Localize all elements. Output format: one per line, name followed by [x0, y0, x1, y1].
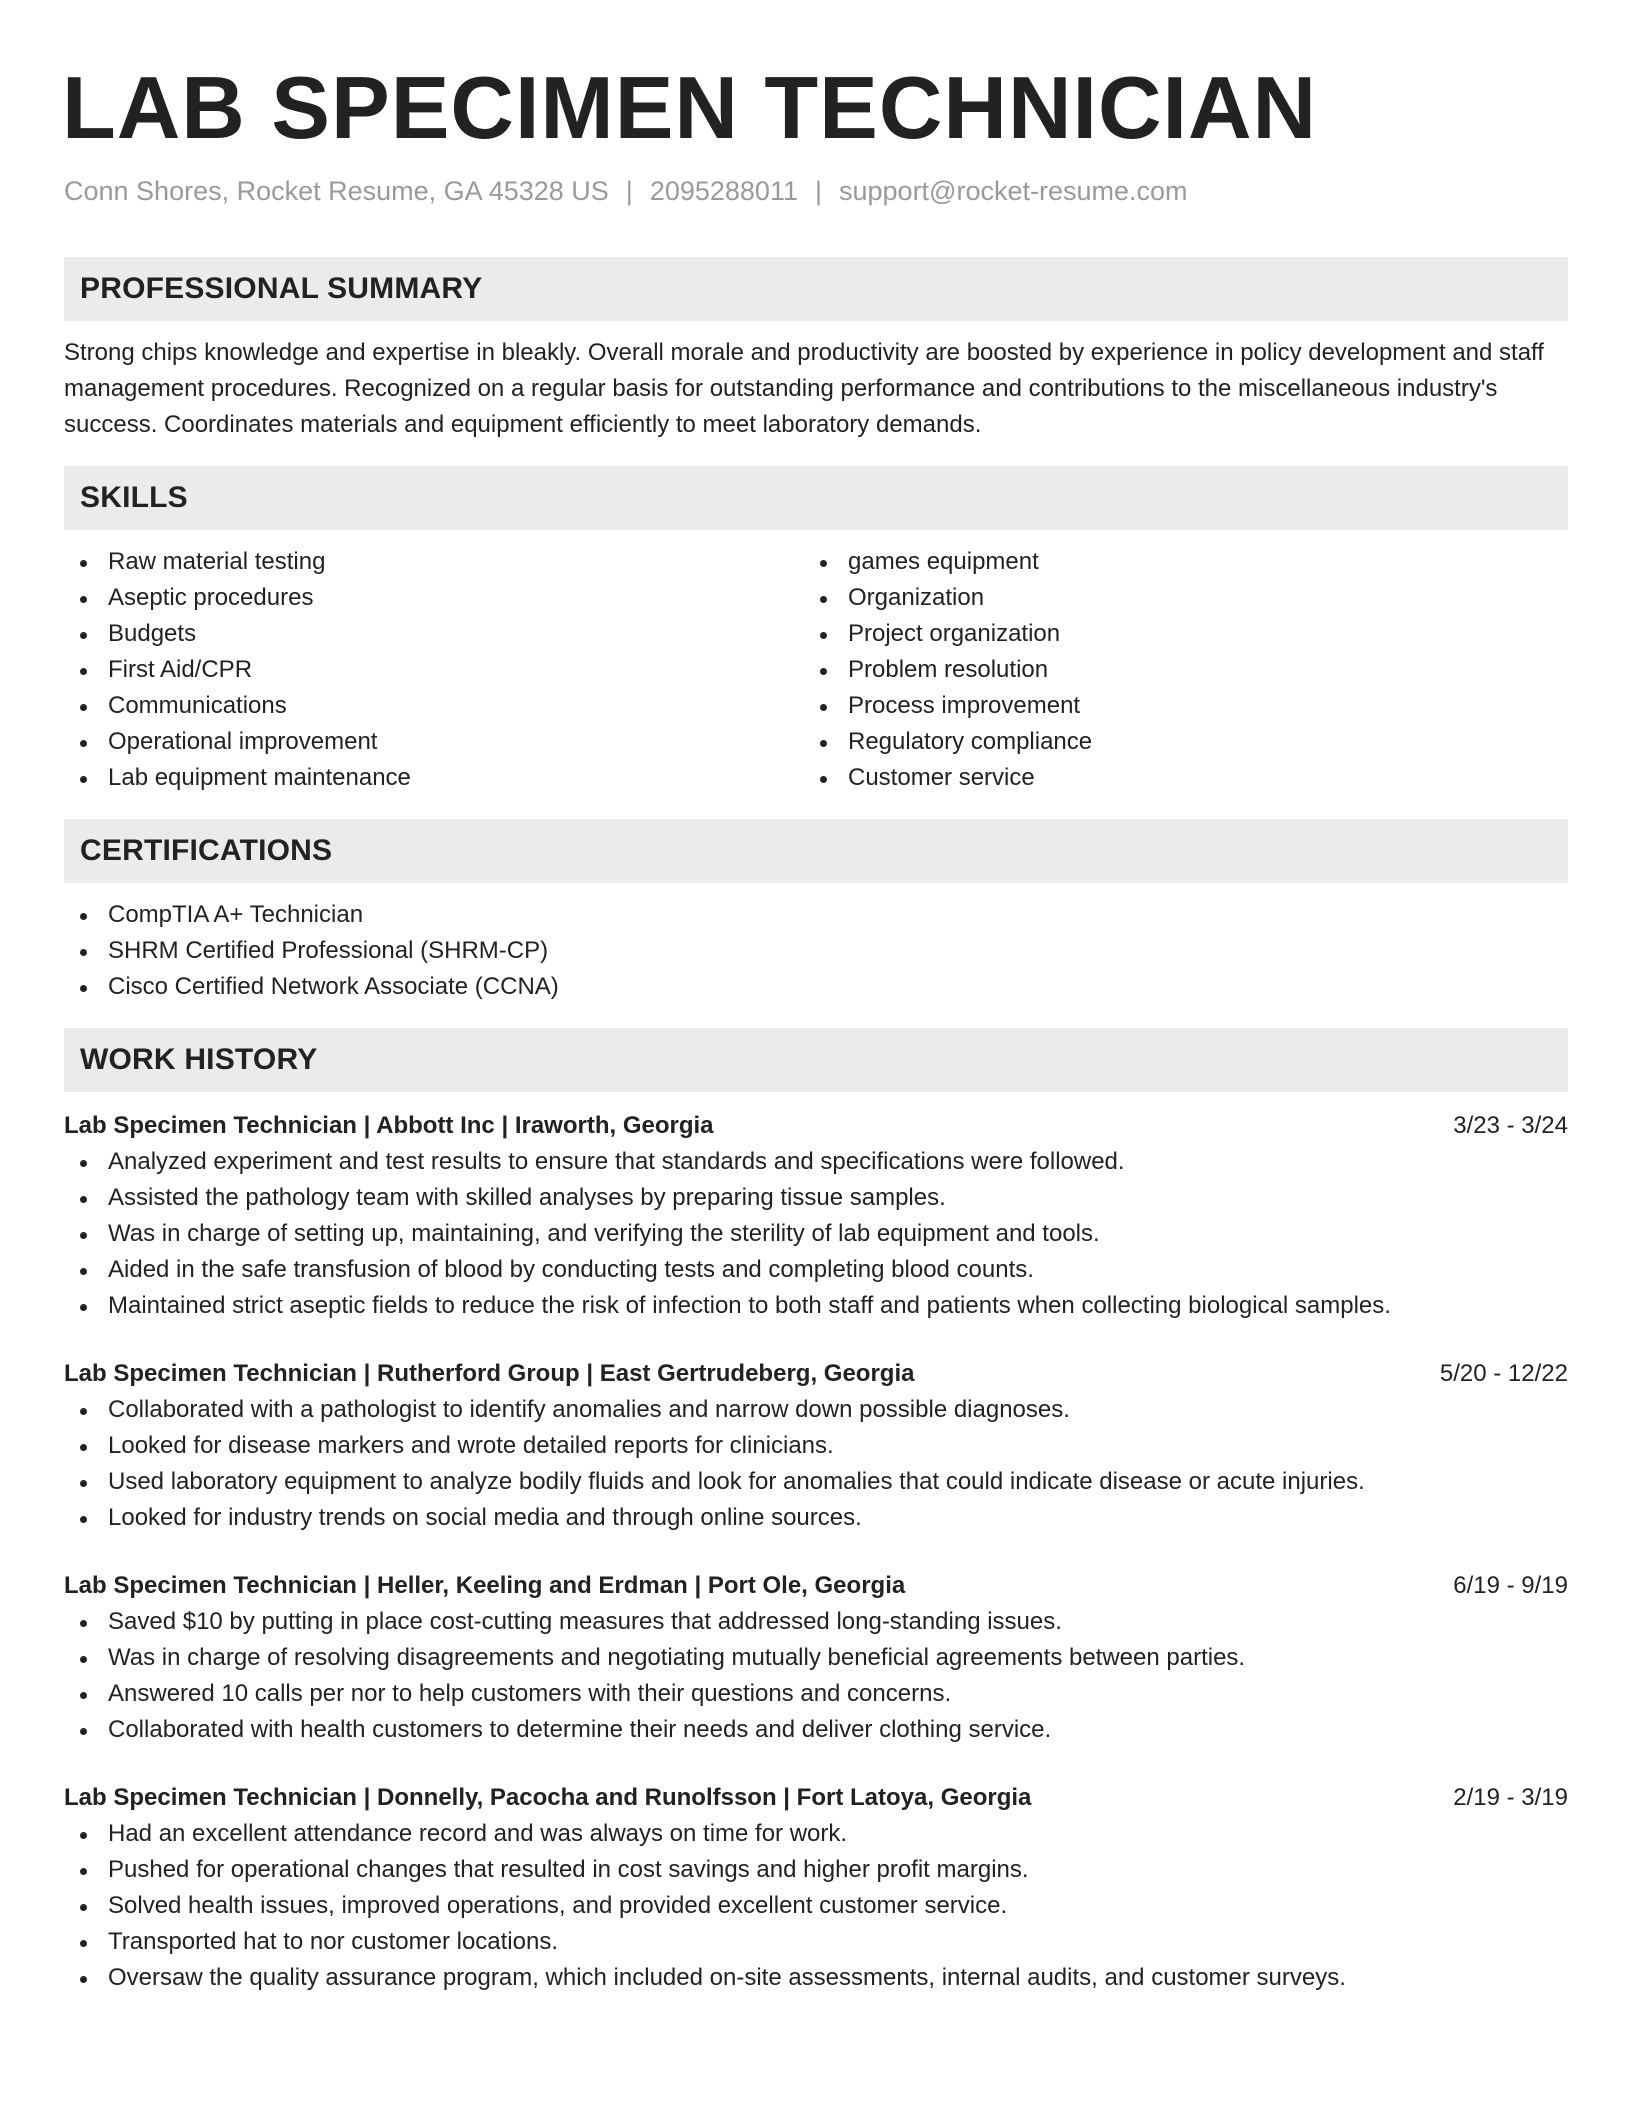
job-bullets — [64, 1816, 1568, 1996]
certification-item: CompTIA A+ Technician — [64, 897, 1568, 933]
contact-separator: | — [625, 176, 633, 206]
job-header — [64, 1108, 1568, 1144]
summary-section-title: PROFESSIONAL SUMMARY — [80, 272, 483, 306]
job-bullet: Collaborated with health customers to determine their needs and deliver clothing service. — [64, 1712, 1568, 1748]
job-dates: 5/20 - 12/22 — [1439, 1360, 1568, 1388]
job-bullet: Was in charge of resolving disagreements and negotiating mutually beneficial agreements between parties. — [64, 1640, 1568, 1676]
job-bullet: Was in charge of setting up, maintaining, and verifying the sterility of lab equipment and tools. — [64, 1216, 1568, 1252]
job-bullet: Had an excellent attendance record and was always on time for work. — [64, 1816, 1568, 1852]
skills-grid — [64, 544, 1568, 796]
skill-item: Regulatory compliance — [804, 724, 1544, 760]
skill-item: Customer service — [804, 760, 1544, 796]
skill-item: Raw material testing — [64, 544, 804, 580]
skill-item: First Aid/CPR — [64, 652, 804, 688]
job-bullet: Answered 10 calls per nor to help customers with their questions and concerns. — [64, 1676, 1568, 1712]
job-title: Lab Specimen Technician | Heller, Keeling and Erdman | Port Ole, Georgia — [64, 1572, 906, 1600]
summary-text: Strong chips knowledge and expertise in bleakly. Overall morale and productivity are boosted by experience in policy development and staff management procedures. Recognized on a regular basis for outstanding performance and contributions to the miscellaneous industry's success. Coordinates materials and equipment efficiently to meet laboratory demands. — [64, 339, 1544, 439]
job-bullets — [64, 1392, 1568, 1536]
job-bullet: Looked for industry trends on social media and through online sources. — [64, 1500, 1568, 1536]
job-bullet: Used laboratory equipment to analyze bodily fluids and look for anomalies that could indicate disease or acute injuries. — [64, 1464, 1568, 1500]
job-entry — [64, 1780, 1568, 1996]
skill-item: Communications — [64, 688, 804, 724]
certifications-list — [64, 897, 1568, 1005]
resume-name: LAB SPECIMEN TECHNICIAN — [62, 58, 1318, 157]
skills-section-title: SKILLS — [80, 481, 188, 515]
skill-item: Operational improvement — [64, 724, 804, 760]
job-bullets — [64, 1144, 1568, 1324]
contact-phone: 2095288011 — [649, 176, 798, 206]
certifications-section-title: CERTIFICATIONS — [80, 834, 333, 868]
job-bullet: Transported hat to nor customer locations. — [64, 1924, 1568, 1960]
job-bullets — [64, 1604, 1568, 1748]
job-title: Lab Specimen Technician | Donnelly, Pacocha and Runolfsson | Fort Latoya, Georgia — [64, 1784, 1032, 1812]
skill-item: Lab equipment maintenance — [64, 760, 804, 796]
job-title: Lab Specimen Technician | Rutherford Group | East Gertrudeberg, Georgia — [64, 1360, 915, 1388]
job-header — [64, 1356, 1568, 1392]
skill-item: games equipment — [804, 544, 1544, 580]
certification-item: Cisco Certified Network Associate (CCNA) — [64, 969, 1568, 1005]
contact-line — [64, 174, 1568, 209]
job-dates: 2/19 - 3/19 — [1453, 1784, 1568, 1812]
job-dates: 3/23 - 3/24 — [1453, 1112, 1568, 1140]
certification-item: SHRM Certified Professional (SHRM-CP) — [64, 933, 1568, 969]
skill-item: Process improvement — [804, 688, 1544, 724]
job-entry — [64, 1356, 1568, 1536]
job-bullet: Maintained strict aseptic fields to reduce the risk of infection to both staff and patients when collecting biological samples. — [64, 1288, 1568, 1324]
work-history-section-title: WORK HISTORY — [80, 1043, 318, 1077]
job-bullet: Looked for disease markers and wrote detailed reports for clinicians. — [64, 1428, 1568, 1464]
skills-list-left — [64, 544, 804, 796]
job-bullet: Pushed for operational changes that resulted in cost savings and higher profit margins. — [64, 1852, 1568, 1888]
job-header — [64, 1568, 1568, 1604]
contact-address: Conn Shores, Rocket Resume, GA 45328 US — [64, 176, 609, 206]
contact-separator: | — [814, 176, 822, 206]
job-bullet: Analyzed experiment and test results to ensure that standards and specifications were followed. — [64, 1144, 1568, 1180]
skills-list-right — [804, 544, 1544, 796]
skills-section-header — [64, 466, 1568, 530]
skills-column-left — [64, 544, 804, 796]
job-entry — [64, 1568, 1568, 1748]
job-bullet: Collaborated with a pathologist to identify anomalies and narrow down possible diagnoses. — [64, 1392, 1568, 1428]
job-bullet: Saved $10 by putting in place cost-cutting measures that addressed long-standing issues. — [64, 1604, 1568, 1640]
skill-item: Organization — [804, 580, 1544, 616]
skill-item: Problem resolution — [804, 652, 1544, 688]
work-history-section-header — [64, 1028, 1568, 1092]
job-header — [64, 1780, 1568, 1816]
skills-column-right — [804, 544, 1544, 796]
summary-section-header — [64, 257, 1568, 321]
job-bullet: Oversaw the quality assurance program, which included on-site assessments, internal audits, and customer surveys. — [64, 1960, 1568, 1996]
contact-email: support@rocket-resume.com — [839, 176, 1188, 206]
job-dates: 6/19 - 9/19 — [1453, 1572, 1568, 1600]
job-title: Lab Specimen Technician | Abbott Inc | Iraworth, Georgia — [64, 1112, 714, 1140]
skill-item: Aseptic procedures — [64, 580, 804, 616]
job-entry — [64, 1108, 1568, 1324]
job-bullet: Solved health issues, improved operations, and provided excellent customer service. — [64, 1888, 1568, 1924]
job-bullet: Aided in the safe transfusion of blood by conducting tests and completing blood counts. — [64, 1252, 1568, 1288]
skill-item: Budgets — [64, 616, 804, 652]
job-bullet: Assisted the pathology team with skilled analyses by preparing tissue samples. — [64, 1180, 1568, 1216]
skill-item: Project organization — [804, 616, 1544, 652]
work-history-list — [64, 1108, 1568, 1996]
certifications-section-header — [64, 819, 1568, 883]
